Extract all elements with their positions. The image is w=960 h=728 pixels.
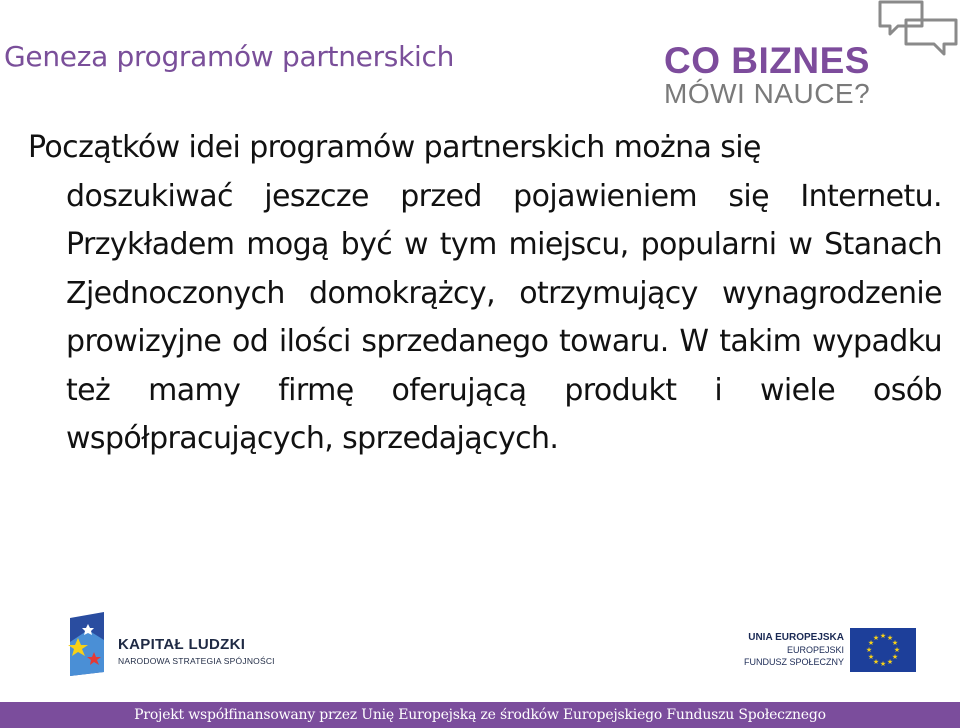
- kapital-ludzki-emblem-icon: [64, 612, 112, 676]
- logo-line2: MÓWI NAUCE?: [664, 78, 871, 109]
- kapital-ludzki-subtitle: NARODOWA STRATEGIA SPÓJNOŚCI: [118, 656, 275, 666]
- svg-text:★: ★: [886, 658, 894, 666]
- paragraph-1: Początków idei programów partnerskich można się: [28, 130, 761, 165]
- svg-text:★: ★: [893, 646, 901, 654]
- svg-text:★: ★: [872, 634, 880, 642]
- speech-bubbles-icon: [876, 0, 960, 62]
- kapital-ludzki-logo: [64, 612, 324, 682]
- svg-text:★: ★: [872, 658, 880, 666]
- svg-text:★: ★: [867, 639, 875, 647]
- eu-line3: FUNDUSZ SPOŁECZNY: [743, 657, 844, 667]
- kapital-ludzki-name: KAPITAŁ LUDZKI: [118, 636, 246, 653]
- svg-text:★: ★: [865, 646, 873, 654]
- svg-text:★: ★: [879, 660, 887, 668]
- svg-text:★: ★: [879, 632, 887, 640]
- svg-text:★: ★: [891, 639, 899, 647]
- body-text: [28, 124, 942, 464]
- eu-stars-icon: [850, 628, 916, 672]
- eu-line1: UNIA EUROPEJSKA: [748, 632, 844, 643]
- svg-text:★: ★: [867, 653, 875, 661]
- svg-text:★: ★: [891, 653, 899, 661]
- eu-logo: [743, 628, 917, 674]
- eu-flag-icon: [850, 628, 916, 672]
- co-biznes-logo: [662, 0, 960, 112]
- eu-line2: EUROPEJSKI: [786, 645, 844, 655]
- paragraph-2: doszukiwać jeszcze przed pojawieniem się Internetu. Przykładem mogą być w tym miejscu, popularni w Stanach Zjednoczonych domokrążcy, otrzymujący wynagrodzenie prowizyjne od ilości sprzedanego towaru. W takim wypadku też mamy firmę oferującą produkt i wiele osób współpracujących, sprzedających.: [66, 178, 942, 456]
- svg-text:★: ★: [886, 634, 894, 642]
- slide-title: Geneza programów partnerskich: [4, 40, 455, 73]
- footer-bar: Projekt współfinansowany przez Unię Europejską ze środków Europejskiego Funduszu Społecznego: [0, 702, 960, 728]
- logo-line1: CO BIZNES: [664, 40, 870, 81]
